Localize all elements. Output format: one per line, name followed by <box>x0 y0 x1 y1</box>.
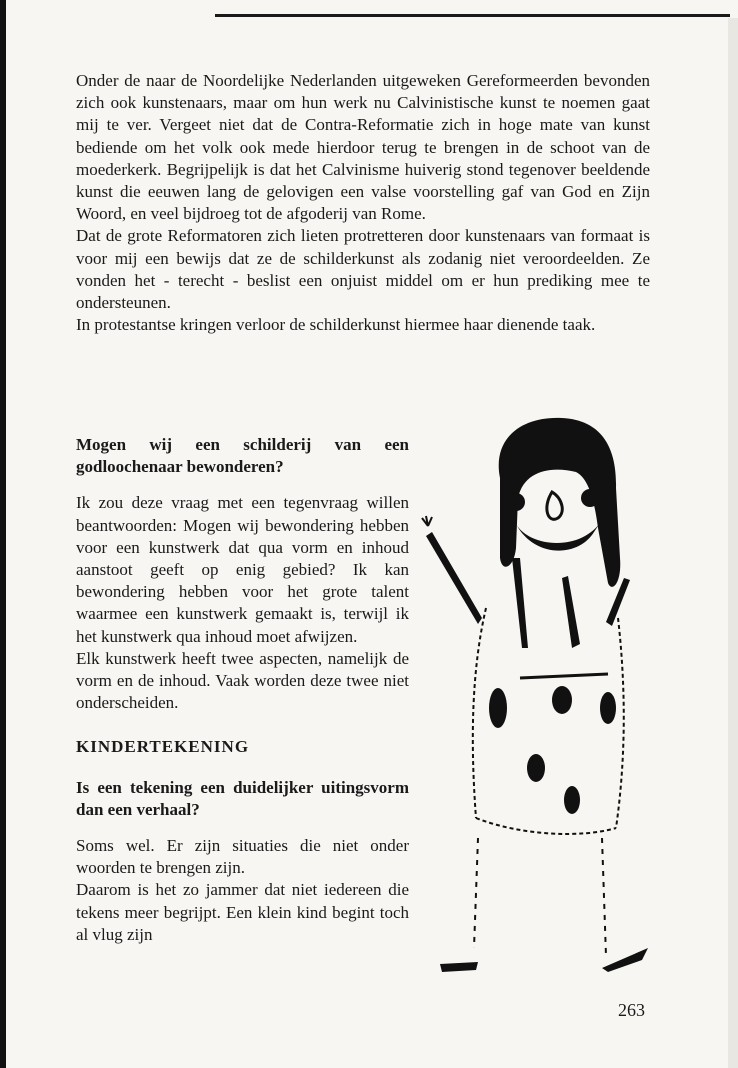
intro-paragraph: Dat de grote Reformatoren zich lieten protretteren door kunstenaars van formaat is voor mij een bewijs dat ze de schilderkunst als zodanig niet veroordeelden. Ze vonden het - terecht - beslist een onjuist middel om er hun prediking mee te ondersteunen. <box>76 226 650 313</box>
page-left-edge <box>0 0 6 1068</box>
intro-paragraph: In protestantse kringen verloor de schilderkunst hiermee haar dienende taak. <box>76 315 596 335</box>
child-drawing <box>412 408 652 980</box>
body-paragraph: Daarom is het zo jammer dat niet iedereen die tekens meer begrijpt. Een klein kind begint toch al vlug zijn <box>76 880 409 944</box>
body-paragraph: Soms wel. Er zijn situaties die niet onder woorden te brengen zijn. <box>76 836 409 878</box>
page-number: 263 <box>618 1000 645 1020</box>
section-heading: KINDERTEKENING <box>76 737 250 757</box>
body-paragraph: Ik zou deze vraag met een tegenvraag willen beantwoorden: Mogen wij bewondering hebben voor een kunstwerk dat qua vorm en inhoud aanstoot geeft op enig gebied? Ik kan bewondering hebben voor het grote talent waarmee een kunstwerk gemaakt is, terwijl ik het kunstwerk qua inhoud moet afwijzen. <box>76 493 409 646</box>
top-rule <box>215 14 730 17</box>
question-heading: Is een tekening een duidelijker uitingsvorm dan een verhaal? <box>76 777 409 819</box>
left-column <box>76 434 409 946</box>
body-paragraph: Elk kunstwerk heeft twee aspecten, namelijk de vorm en de inhoud. Vaak worden deze twee niet onderscheiden. <box>76 648 409 713</box>
page-right-edge <box>728 18 738 1068</box>
question-heading: Mogen wij een schilderij van een godloochenaar bewonderen? <box>76 435 409 477</box>
intro-paragraph: Onder de naar de Noordelijke Nederlanden uitgeweken Gereformeerden bevonden zich ook kunstenaars, maar om hun werk nu Calvinistische kunst te noemen gaat mij te ver. Vergeet niet dat de Contra-Reformatie zich in hoge mate van kunst bediende om het volk ook mede hierdoor terug te brengen in de schoot van de moederkerk. Begrijpelijk is dat het Calvinisme huiverig stond tegenover beeldende kunst die eeuwen lang de gelovigen een valse voorstelling gaf van God en Zijn Woord, en veel bijdroeg tot de afgoderij van Rome. <box>76 71 650 224</box>
intro-text <box>76 70 650 336</box>
